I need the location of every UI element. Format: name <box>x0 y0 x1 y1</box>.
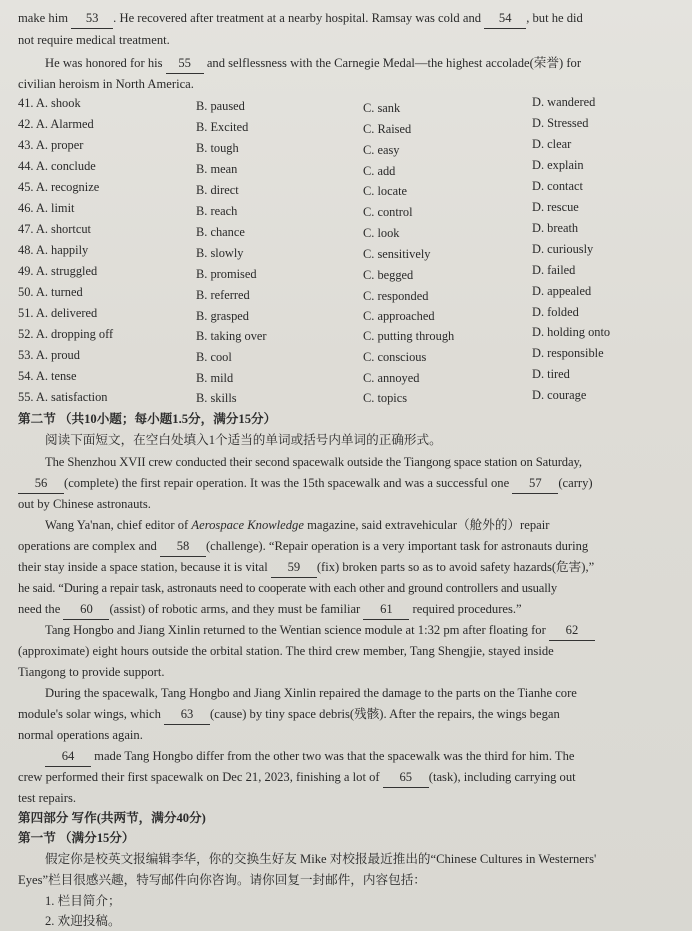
blank-58: 58 <box>160 536 206 557</box>
option: D. folded <box>532 305 579 319</box>
blank-64: 64 <box>45 746 91 767</box>
option: B. direct <box>196 183 239 197</box>
text-line: need the 60 (assist) of robotic arms, and they must be familiar 61 required procedures.” <box>18 599 684 620</box>
text-line: Tang Hongbo and Jiang Xinlin returned to the Wentian science module at 1:32 pm after floating for 62 <box>45 620 684 641</box>
option: B. referred <box>196 288 250 302</box>
option: B. tough <box>196 141 239 155</box>
option: B. mild <box>196 371 234 385</box>
option: 52. A. dropping off <box>18 327 114 341</box>
text-line: crew performed their first spacewalk on Dec 21, 2023, finishing a lot of 65 (task), including carrying out <box>18 767 684 788</box>
option: B. Excited <box>196 120 249 134</box>
option: B. paused <box>196 99 245 113</box>
text-line: their stay inside a space station, because it is vital 59 (fix) broken parts so as to avoid safety hazards(危害),” <box>18 557 684 578</box>
option: C. topics <box>363 391 408 405</box>
option: C. annoyed <box>363 371 420 385</box>
blank-57: 57 <box>512 473 558 494</box>
option: B. slowly <box>196 246 244 260</box>
text-line: The Shenzhou XVII crew conducted their second spacewalk outside the Tiangong space station on Saturday, <box>45 455 582 469</box>
blank-55: 55 <box>166 53 204 74</box>
option: D. wandered <box>532 95 596 109</box>
option: 44. A. conclude <box>18 159 96 173</box>
option: C. look <box>363 226 400 240</box>
blank-56: 56 <box>18 473 64 494</box>
option: C. begged <box>363 268 414 282</box>
blank-59: 59 <box>271 557 317 578</box>
option: C. sank <box>363 101 401 115</box>
option: D. explain <box>532 158 584 172</box>
option: D. curiously <box>532 242 594 256</box>
option: C. putting through <box>363 329 455 343</box>
option: D. tired <box>532 367 570 381</box>
option: 55. A. satisfaction <box>18 390 108 404</box>
text-line: 64 made Tang Hongbo differ from the other two was that the spacewalk was the third for him. The <box>45 746 684 767</box>
option: C. Raised <box>363 122 412 136</box>
option: D. appealed <box>532 284 592 298</box>
option: 54. A. tense <box>18 369 77 383</box>
option: B. taking over <box>196 329 267 343</box>
option: B. grasped <box>196 309 249 323</box>
part-heading: 第四部分 写作(共两节，满分40分) <box>18 811 206 825</box>
option: 42. A. Alarmed <box>18 117 94 131</box>
text-line: make him 53 . He recovered after treatment at a nearby hospital. Ramsay was cold and 54 , but he did <box>18 8 684 29</box>
text-line: 假定你是校英文报编辑李华，你的交换生好友 Mike 对校报最近推出的“Chinese Cultures in Westerners' <box>45 852 597 866</box>
list-item: 1. 栏目简介； <box>45 894 121 908</box>
blank-62: 62 <box>549 620 595 641</box>
blank-63: 63 <box>164 704 210 725</box>
blank-54: 54 <box>484 8 526 29</box>
option: C. approached <box>363 309 435 323</box>
text-line: Eyes”栏目很感兴趣，特写邮件向你咨询。请你回复一封邮件，内容包括： <box>18 873 426 887</box>
text-line: Wang Ya'nan, chief editor of Aerospace Knowledge magazine, said extravehicular（舱外的）repair <box>45 518 550 532</box>
text-line: he said. “During a repair task, astronauts need to cooperate with each other and ground controllers and usually <box>18 581 558 595</box>
blank-53: 53 <box>71 8 113 29</box>
option: 51. A. delivered <box>18 306 98 320</box>
instruction: 阅读下面短文，在空白处填入1个适当的单词或括号内单词的正确形式。 <box>45 433 442 447</box>
option: B. cool <box>196 350 232 364</box>
option: 45. A. recognize <box>18 180 100 194</box>
option: D. contact <box>532 179 583 193</box>
option: 41. A. shook <box>18 96 81 110</box>
text-line: operations are complex and 58 (challenge). “Repair operation is a very important task for astronauts during <box>18 536 684 557</box>
option: B. promised <box>196 267 257 281</box>
text-line: out by Chinese astronauts. <box>18 497 151 511</box>
option: 50. A. turned <box>18 285 83 299</box>
option: 47. A. shortcut <box>18 222 91 236</box>
text-line: He was honored for his 55 and selflessness with the Carnegie Medal—the highest accolade(荣誉) for <box>45 53 684 74</box>
option: C. conscious <box>363 350 427 364</box>
blank-61: 61 <box>363 599 409 620</box>
option: B. skills <box>196 391 237 405</box>
option: 43. A. proper <box>18 138 84 152</box>
option: C. responded <box>363 289 429 303</box>
option: C. sensitively <box>363 247 431 261</box>
blank-60: 60 <box>63 599 109 620</box>
text-line: normal operations again. <box>18 728 143 742</box>
option: D. holding onto <box>532 325 611 339</box>
option: D. Stressed <box>532 116 589 130</box>
option: B. reach <box>196 204 238 218</box>
blank-65: 65 <box>383 767 429 788</box>
text-line: (approximate) eight hours outside the orbital station. The third crew member, Tang Shengjie, stayed inside <box>18 644 554 658</box>
option: C. add <box>363 164 396 178</box>
option: D. rescue <box>532 200 579 214</box>
text-line: civilian heroism in North America. <box>18 77 194 91</box>
option: C. control <box>363 205 413 219</box>
text-line: test repairs. <box>18 791 77 805</box>
option: D. clear <box>532 137 572 151</box>
text-line: 56 (complete) the first repair operation. It was the 15th spacewalk and was a successful one 57 (carry) <box>18 473 684 494</box>
section-heading: 第二节 （共10小题；每小题1.5分，满分15分） <box>18 412 277 426</box>
option: B. chance <box>196 225 245 239</box>
text-line: During the spacewalk, Tang Hongbo and Jiang Xinlin repaired the damage to the parts on the Tianhe core <box>45 686 577 700</box>
option: D. courage <box>532 388 587 402</box>
text-line: Tiangong to provide support. <box>18 665 165 679</box>
option: 53. A. proud <box>18 348 80 362</box>
list-item: 2. 欢迎投稿。 <box>45 914 121 928</box>
option: 46. A. limit <box>18 201 75 215</box>
text-line: not require medical treatment. <box>18 33 170 47</box>
option: C. locate <box>363 184 408 198</box>
option: D. responsible <box>532 346 604 360</box>
option: 48. A. happily <box>18 243 89 257</box>
option: 49. A. struggled <box>18 264 98 278</box>
magazine-title: Aerospace Knowledge <box>191 518 304 532</box>
section-heading: 第一节 （满分15分） <box>18 831 135 845</box>
option: D. breath <box>532 221 579 235</box>
option: C. easy <box>363 143 400 157</box>
option: B. mean <box>196 162 238 176</box>
text-line: module's solar wings, which 63 (cause) by tiny space debris(残骸). After the repairs, the wings began <box>18 704 684 725</box>
option: D. failed <box>532 263 576 277</box>
